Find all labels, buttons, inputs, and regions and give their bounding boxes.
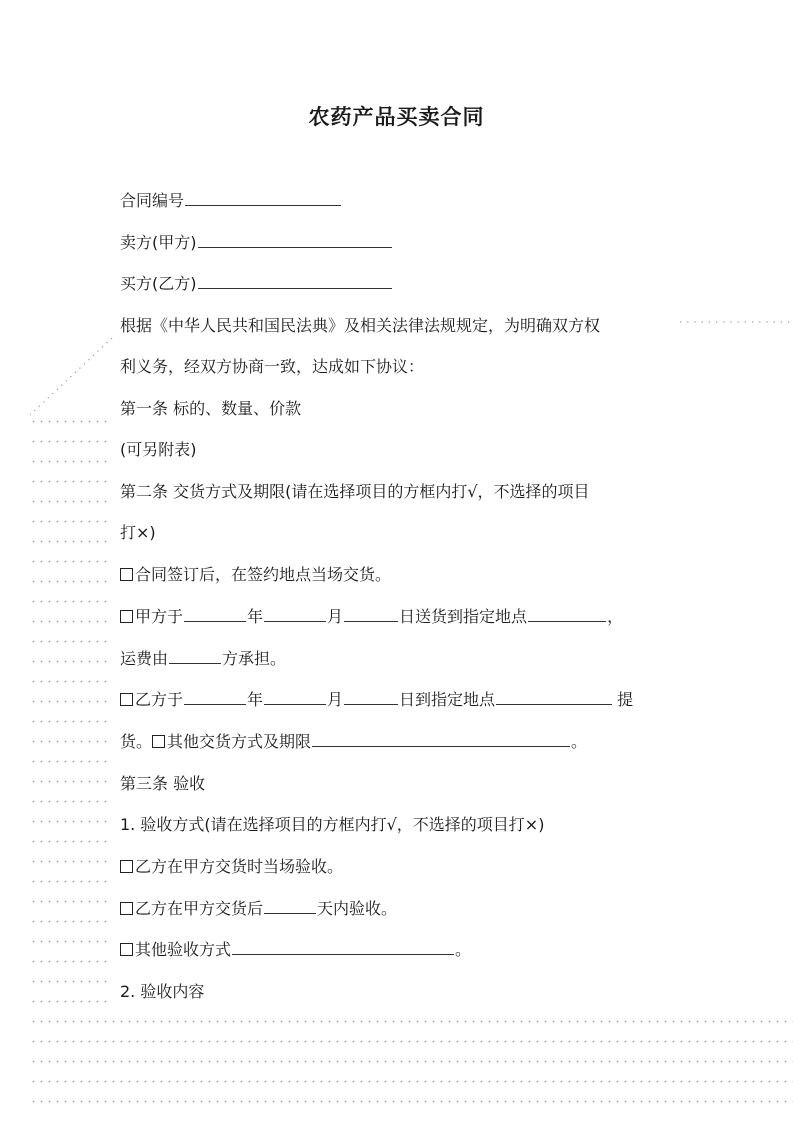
party-b-year-blank[interactable] <box>184 689 246 705</box>
checkbox-party-a-delivery[interactable] <box>120 610 133 623</box>
option-delivery-onsite <box>120 564 391 586</box>
period: 。 <box>571 732 588 751</box>
other-accept-blank[interactable] <box>232 939 454 955</box>
party-a-prefix: 甲方于 <box>135 607 184 626</box>
buyer-row <box>120 273 393 295</box>
goods-char: 货。 <box>120 732 153 751</box>
option-other-delivery <box>120 731 587 753</box>
party-a-month-blank[interactable] <box>264 606 326 622</box>
buyer-blank[interactable] <box>198 273 392 289</box>
party-a-year-blank[interactable] <box>184 606 246 622</box>
checkbox-party-b-pickup[interactable] <box>120 693 133 706</box>
option-party-b-pickup <box>120 689 633 711</box>
checkbox-accept-after[interactable] <box>120 902 133 915</box>
accept-after-prefix: 乙方在甲方交货后 <box>135 899 264 918</box>
party-a-day-blank[interactable] <box>344 606 398 622</box>
checkbox-accept-onsite[interactable] <box>120 860 133 873</box>
accept-after-suffix: 天内验收。 <box>317 899 398 918</box>
acceptance-method: 1. 验收方式(请在选择项目的方框内打√，不选择的项目打×) <box>120 815 545 834</box>
month-label-2: 月 <box>327 690 344 709</box>
freight-prefix: 运费由 <box>120 649 169 668</box>
other-accept-text: 其他验收方式 <box>135 940 232 959</box>
pickup-char: 提 <box>617 690 634 709</box>
acceptance-content: 2. 验收内容 <box>120 982 205 1001</box>
seller-blank[interactable] <box>198 232 392 248</box>
article-2-title-line-2: 打×) <box>120 523 156 542</box>
freight-row <box>120 648 286 670</box>
other-delivery-text: 其他交货方式及期限 <box>167 732 312 751</box>
option-delivery-onsite-text: 合同签订后，在签约地点当场交货。 <box>135 565 392 584</box>
year-label-2: 年 <box>247 690 264 709</box>
checkbox-delivery-onsite[interactable] <box>120 568 133 581</box>
seller-row <box>120 232 393 254</box>
seller-label: 卖方(甲方) <box>120 233 197 252</box>
article-1-title: 第一条 标的、数量、价款 <box>120 399 302 418</box>
intro-line-2: 利义务，经双方协商一致，达成如下协议： <box>120 357 425 376</box>
party-b-day-blank[interactable] <box>344 689 398 705</box>
period-2: 。 <box>455 940 472 959</box>
comma: ， <box>607 607 624 626</box>
year-label: 年 <box>247 607 264 626</box>
option-other-accept <box>120 939 471 961</box>
contract-number-blank[interactable] <box>185 190 341 206</box>
article-3-title: 第三条 验收 <box>120 774 206 793</box>
other-delivery-blank[interactable] <box>312 731 570 747</box>
article-2-title-line-1: 第二条 交货方式及期限(请在选择项目的方框内打√，不选择的项目 <box>120 482 590 501</box>
party-a-deliver-text: 日送货到指定地点 <box>399 607 528 626</box>
accept-days-blank[interactable] <box>264 898 316 914</box>
option-party-a-delivery <box>120 606 623 628</box>
option-accept-after <box>120 898 397 920</box>
party-b-pickup-text: 日到指定地点 <box>399 690 496 709</box>
party-a-location-blank[interactable] <box>528 606 606 622</box>
option-accept-onsite <box>120 856 343 878</box>
document-title: 农药产品买卖合同 <box>308 105 485 129</box>
freight-suffix: 方承担。 <box>222 649 287 668</box>
article-1-note: (可另附表) <box>120 440 197 459</box>
checkbox-other-accept[interactable] <box>120 943 133 956</box>
party-b-location-blank[interactable] <box>496 689 612 705</box>
party-b-prefix: 乙方于 <box>135 690 184 709</box>
month-label: 月 <box>327 607 344 626</box>
buyer-label: 买方(乙方) <box>120 274 197 293</box>
intro-line-1: 根据《中华人民共和国民法典》及相关法律法规规定，为明确双方权 <box>120 316 601 335</box>
freight-party-blank[interactable] <box>169 648 221 664</box>
party-b-month-blank[interactable] <box>264 689 326 705</box>
accept-onsite-text: 乙方在甲方交货时当场验收。 <box>135 857 344 876</box>
contract-number-row <box>120 190 342 212</box>
contract-number-label: 合同编号 <box>120 191 185 210</box>
checkbox-other-delivery[interactable] <box>152 735 165 748</box>
